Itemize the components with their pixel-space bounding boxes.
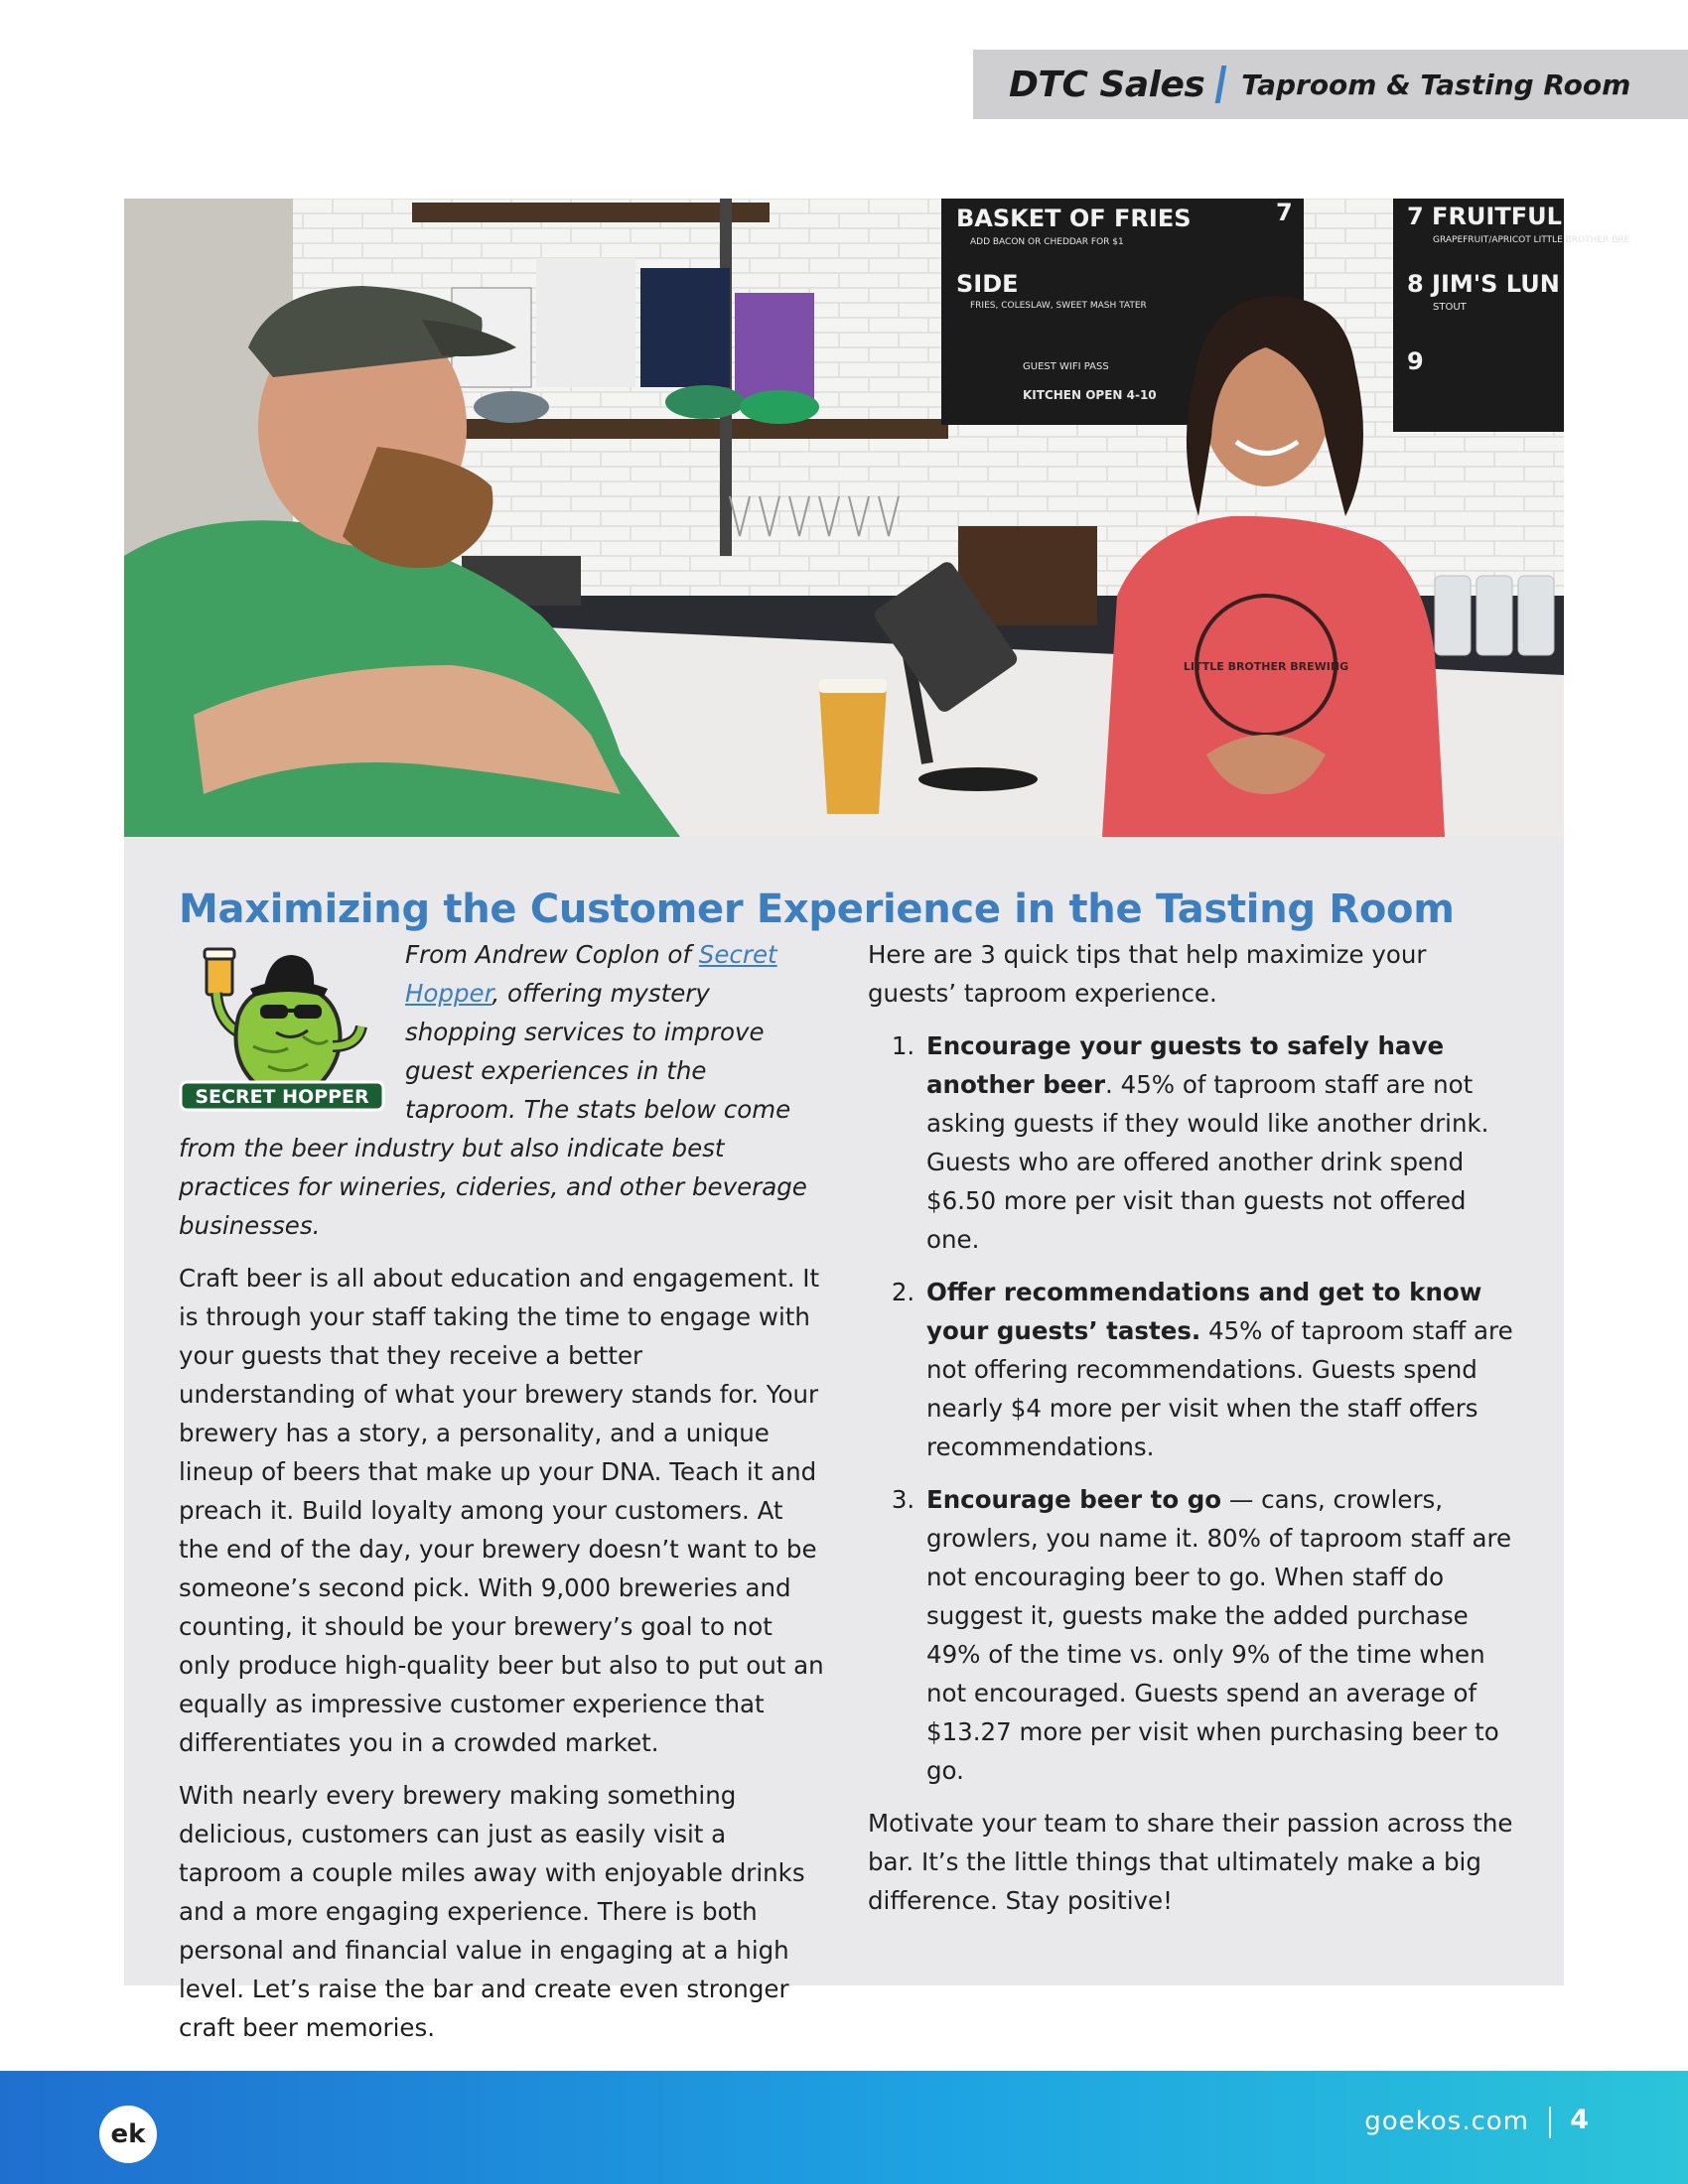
logo-label: SECRET HOPPER [195,1086,369,1108]
header-divider [1215,66,1227,103]
shirt-print: LITTLE BROTHER BREWING [1183,660,1349,673]
article-right-column [868,935,1513,1934]
menu-item-fries: BASKET OF FRIES [956,205,1192,232]
menu-item-8-note: STOUT [1433,302,1467,313]
tip-text: 45% of taproom staff are not offering recommendations. Guests spend nearly $4 more per visit when the staff offers recommendations. [926,1316,1513,1461]
secret-hopper-link[interactable]: Secret Hopper [405,940,777,1008]
menu-wifi-line: GUEST WIFI PASS [1023,361,1109,372]
footer-website-link[interactable]: goekos.com [1364,2107,1529,2136]
tip-heading: Encourage your guests to safely have another beer [926,1031,1445,1099]
tip-item [922,1480,1513,1790]
menu-item-side-note: FRIES, COLESLAW, SWEET MASH TATER [970,301,1147,311]
section-name: DTC Sales [1009,64,1205,105]
section-topic: Taproom & Tasting Room [1241,68,1631,101]
ekos-logo-text: ek [110,2119,146,2149]
secret-hopper-logo [179,937,385,1112]
tip-item [922,1273,1513,1466]
closing-paragraph: Motivate your team to share their passion across the bar. It’s the little things that ultimately make a big difference. Stay positive! [868,1809,1513,1915]
tip-text: . 45% of taproom staff are not asking guests if they would like another drink. Guests who are offered another drink spend $6.50 more per visit than guests not offered one. [926,1070,1489,1254]
taproom-photo [124,199,1630,837]
article-left-column [179,935,824,2061]
tips-intro: Here are 3 quick tips that help maximize your guests’ taproom experience. [868,940,1427,1008]
tip-heading: Encourage beer to go [926,1485,1222,1514]
tip-item [922,1026,1513,1259]
paragraph-engagement: With nearly every brewery making something delicious, customers can just as easily visit a taproom a couple miles away with enjoyable drinks and a more engaging experience. There is both personal and financial value in engaging at a high level. Let’s raise the bar and create even stronger craft beer memories. [179,1781,805,2042]
tip-text: — cans, crowlers, growlers, you name it. 80% of taproom staff are not encouraging beer to go. When staff do suggest it, guests make the added purchase 49% of the time vs. only 9% of the time when not encouraged. Guests spend an average of $13.27 more per visit when purchasing beer to go. [926,1485,1512,1785]
intro-text-end: , offering mystery shopping services to improve guest experiences in the taproom. The stats below come from the beer industry but also indicate best practices for wineries, cideries, and other beverage businesses. [179,979,807,1240]
menu-kitchen-hours: KITCHEN OPEN 4-10 [1023,388,1157,402]
tip-heading: Offer recommendations and get to know your guests’ tastes. [926,1278,1482,1345]
page-footer [0,2071,1688,2184]
menu-item-7: 7 FRUITFUL [1407,203,1562,230]
article-title: Maximizing the Customer Experience in the Tasting Room [179,886,1455,932]
section-header-tab [973,50,1688,119]
menu-item-9: 9 [1407,347,1424,375]
menu-item-8: 8 JIM'S LUN [1407,270,1560,298]
paragraph-education: Craft beer is all about education and engagement. It is through your staff taking the time to engage with your guests that they receive a better understanding of what your brewery stands for. Your brewery has a story, a personality, and a unique lineup of beers that make up your DNA. Teach it and preach it. Build loyalty among your customers. At the end of the day, your brewery doesn’t want to be someone’s second pick. With 9,000 breweries and counting, it should be your brewery’s goal to not only produce high-quality beer but also to put out an equally as impressive customer experience that differentiates you in a crowded market. [179,1264,824,1757]
menu-item-fries-note: ADD BACON OR CHEDDAR FOR $1 [970,237,1124,247]
menu-item-fries-number: 7 [1276,199,1293,226]
menu-item-7-note: GRAPEFRUIT/APRICOT LITTLE BROTHER BRE [1433,235,1630,245]
tips-list [868,1026,1513,1790]
intro-text-start: From Andrew Coplon of [405,940,699,969]
page-number: 4 [1570,2105,1589,2135]
footer-divider [1549,2107,1551,2138]
menu-item-side: SIDE [956,270,1019,298]
ekos-logo-icon [99,2106,157,2163]
